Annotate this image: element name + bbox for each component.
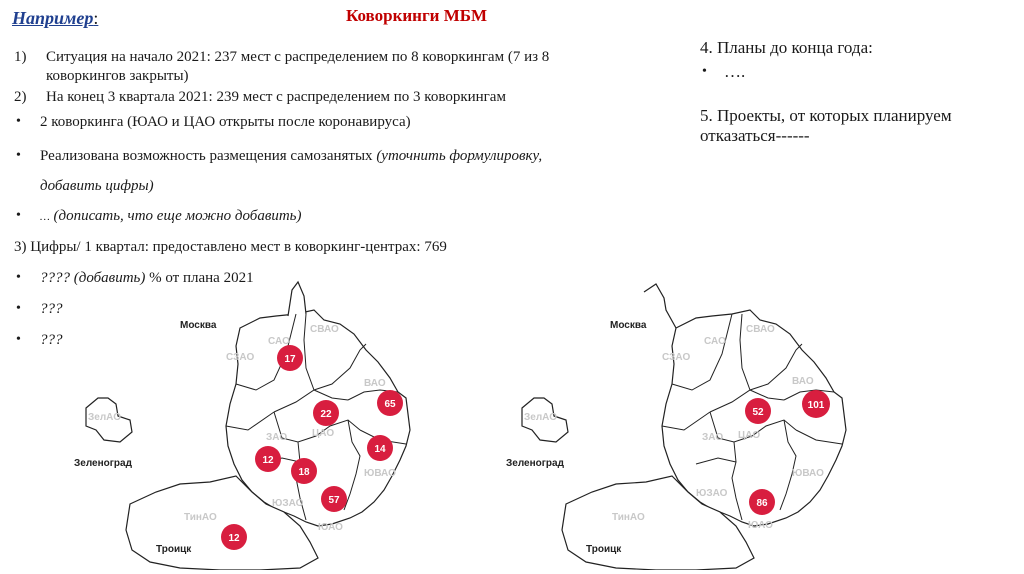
label-zelenograd: Зеленоград	[506, 458, 564, 469]
marker-value: 86	[756, 498, 768, 509]
bullet-dot: •	[16, 114, 21, 129]
bullet-dot: •	[16, 208, 21, 223]
marker-value: 65	[384, 399, 396, 410]
marker-value: 101	[807, 400, 825, 411]
label-svao: СВАО	[746, 324, 775, 335]
label-moscow: Москва	[180, 320, 217, 331]
example-heading: Например:	[12, 8, 99, 28]
item-1-line2: коворкингов закрыты)	[46, 68, 189, 84]
label-uao: ЮАО	[748, 520, 773, 531]
bullet-dot: •	[16, 301, 21, 316]
label-svao: СВАО	[310, 324, 339, 335]
outline-spike	[288, 282, 306, 316]
label-tinao: ТинАО	[184, 512, 217, 523]
bullet-dot: •	[16, 148, 21, 163]
map-1-svg	[60, 280, 480, 570]
label-troitsk: Троицк	[586, 544, 622, 555]
map-2-svg	[496, 280, 916, 570]
label-uvao: ЮВАО	[792, 468, 824, 479]
marker-value: 17	[284, 354, 296, 365]
label-uzao: ЮЗАО	[696, 488, 728, 499]
label-troitsk: Троицк	[156, 544, 192, 555]
label-zao: ЗАО	[702, 432, 724, 443]
label-szao: СЗАО	[662, 352, 691, 363]
label-tinao: ТинАО	[612, 512, 645, 523]
bullet-5-text: ???	[40, 301, 63, 317]
page-title: Коворкинги МБМ	[346, 6, 488, 25]
label-uao: ЮАО	[318, 522, 343, 533]
label-cao: ЦАО	[312, 428, 335, 439]
label-sao: САО	[268, 336, 290, 347]
label-zelao: ЗелАО	[524, 412, 558, 423]
marker-value: 18	[298, 467, 310, 478]
label-vao: ВАО	[364, 378, 386, 389]
item-3-text: 3) Цифры/ 1 квартал: предоставлено мест в коворкинг-центрах: 769	[14, 239, 447, 255]
map-2-outline	[522, 284, 846, 570]
label-uzao: ЮЗАО	[272, 498, 304, 509]
item-1-number: 1)	[14, 49, 27, 65]
projects-line2: отказаться------	[700, 126, 810, 145]
label-zao: ЗАО	[266, 432, 288, 443]
marker-value: 14	[374, 444, 386, 455]
projects-line1: 5. Проекты, от которых планируем	[700, 106, 952, 125]
outline-spike	[644, 284, 676, 328]
label-zelao: ЗелАО	[88, 412, 122, 423]
bullet-6-text: ???	[40, 332, 63, 348]
label-vao: ВАО	[792, 376, 814, 387]
label-cao: ЦАО	[738, 430, 761, 441]
moscow-districts-map-2	[496, 280, 916, 570]
marker-value: 12	[228, 533, 240, 544]
plans-title: 4. Планы до конца года:	[700, 38, 873, 57]
bullet-dot: •	[16, 270, 21, 285]
plans-bullet-text: ….	[724, 62, 746, 81]
label-uvao: ЮВАО	[364, 468, 396, 479]
map-1-outline	[86, 282, 410, 570]
label-sao: САО	[704, 336, 726, 347]
marker-value: 52	[752, 407, 764, 418]
marker-value: 12	[262, 455, 274, 466]
item-1-line1: Ситуация на начало 2021: 237 мест с распределением по 8 коворкингам (7 из 8	[46, 49, 550, 65]
bullet-2-line2: добавить цифры)	[40, 178, 154, 194]
label-zelenograd: Зеленоград	[74, 458, 132, 469]
bullet-3-text: … (дописать, что еще можно добавить)	[40, 208, 302, 224]
bullet-2-text: Реализована возможность размещения самозанятых (уточнить формулировку,	[40, 148, 543, 164]
marker-value: 22	[320, 409, 332, 420]
bullet-4-text: ???? (добавить) % от плана 2021	[40, 270, 254, 286]
bullet-1-text: 2 коворкинга (ЮАО и ЦАО открыты после коронавируса)	[40, 114, 411, 130]
item-2-number: 2)	[14, 89, 27, 105]
label-moscow: Москва	[610, 320, 647, 331]
label-szao: СЗАО	[226, 352, 255, 363]
bullet-dot: •	[702, 64, 707, 79]
marker-value: 57	[328, 495, 340, 506]
item-2-line1: На конец 3 квартала 2021: 239 мест с распределением по 3 коворкингам	[46, 89, 506, 105]
bullet-dot: •	[16, 332, 21, 347]
moscow-districts-map-1	[60, 280, 480, 570]
